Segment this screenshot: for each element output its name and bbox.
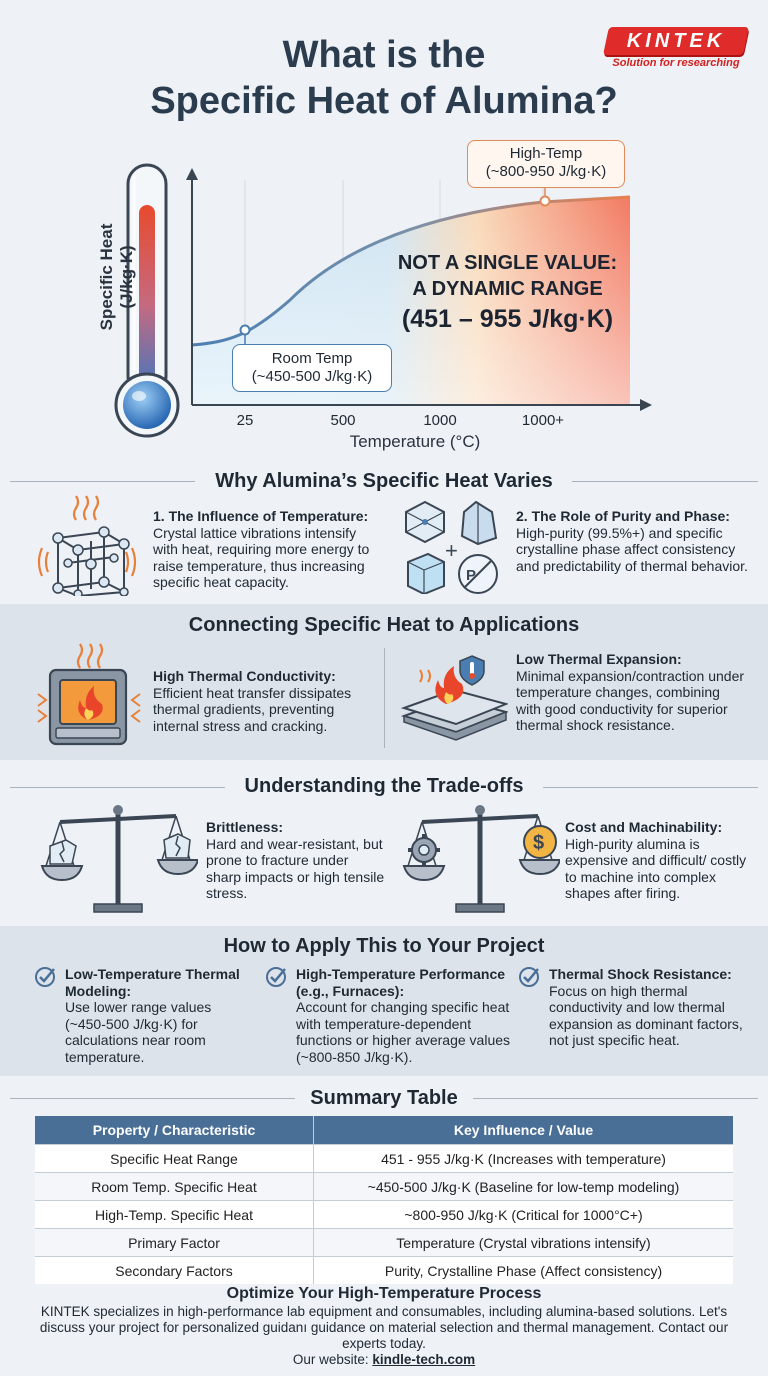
headline-line-2: A DYNAMIC RANGE [412,278,603,300]
crystal-lattice-icon [34,492,146,596]
check-icon [34,966,56,988]
purity-phase-icon [400,498,510,594]
check-icon [518,966,540,988]
apply-item-shock [549,966,749,1049]
table-row [35,1229,733,1257]
high-temp-point [541,197,550,206]
summary-col-value: Key Influence / Value [314,1116,734,1145]
check-icon [265,966,287,988]
room-temp-callout [232,344,392,392]
table-cell-value: Purity, Crystalline Phase (Affect consistency) [314,1257,734,1285]
table-cell-value: ~450-500 J/kg·K (Baseline for low-temp modeling) [314,1173,734,1201]
table-row [35,1173,733,1201]
kintek-logo-text: KINTEK [626,30,726,52]
high-temp-value: (~800-950 J/kg·K) [485,163,607,180]
table-row [35,1145,733,1173]
apply-item-high-temp-body: Account for changing specific heat with temperature-dependent functions or higher average values (~800-850 J/kg·K). [296,999,511,1065]
tradeoff-brittleness-title: Brittleness: [206,819,284,835]
apply-item-low-temp-body: Use lower range values (~450-500 J/kg·K) for calculations near room temperature. [65,999,212,1065]
why-item-temperature-body: Crystal lattice vibrations intensify with heat, requiring more energy to raise temperature, thus increasing specific heat capacity. [153,524,370,590]
why-varies-heading: Why Alumina’s Specific Heat Varies [215,470,553,492]
tradeoff-cost [565,819,755,902]
app-item-conductivity [153,668,378,734]
apply-item-high-temp [296,966,518,1065]
applications-heading: Connecting Specific Heat to Applications [188,614,580,636]
apply-item-shock-body: Focus on high thermal conductivity and low thermal expansion as dominant factors, not just specific heat. [549,982,743,1048]
applications-divider [384,648,385,748]
y-axis-label: Specific Heat (J/kg·K) [97,223,136,331]
x-tick-label: 25 [236,412,254,429]
table-cell-property: Room Temp. Specific Heat [35,1173,314,1201]
table-cell-value: Temperature (Crystal vibrations intensify) [314,1229,734,1257]
table-cell-property: Specific Heat Range [35,1145,314,1173]
why-item-temperature-title: 1. The Influence of Temperature: [153,508,369,524]
svg-text:P: P [466,567,477,584]
table-cell-value: ~800-950 J/kg·K (Critical for 1000°C+) [314,1201,734,1229]
app-item-conductivity-title: High Thermal Conductivity: [153,668,336,684]
kintek-tagline: Solution for researching [612,57,740,69]
brittleness-scale-icon [38,800,198,918]
room-temp-label: Room Temp [271,350,353,367]
x-axis-label: Temperature (°C) [349,432,481,451]
app-item-expansion-title: Low Thermal Expansion: [516,651,682,667]
table-cell-value: 451 - 955 J/kg·K (Increases with temperature) [314,1145,734,1173]
table-cell-property: High-Temp. Specific Heat [35,1201,314,1229]
title-line-1: What is the [282,34,486,76]
dynamic-range-headline [370,250,645,332]
svg-text:$: $ [533,832,545,854]
room-temp-point [241,326,250,335]
x-tick-label: 500 [330,412,356,429]
apply-item-shock-title: Thermal Shock Resistance: [549,966,732,982]
tradeoffs-heading: Understanding the Trade-offs [244,775,524,797]
apply-item-high-temp-title: High-Temperature Performance (e.g., Furnaces): [296,966,506,999]
apply-item-low-temp-title: Low-Temperature Thermal Modeling: [65,966,240,999]
app-item-conductivity-body: Efficient heat transfer dissipates thermal gradients, preventing internal stress and cracking. [153,684,352,734]
tradeoff-brittleness-body: Hard and wear-resistant, but prone to fracture under sharp impacts or high tensile stress. [206,835,385,901]
table-cell-property: Secondary Factors [35,1257,314,1285]
x-tick-label: 1000+ [521,412,565,429]
table-cell-property: Primary Factor [35,1229,314,1257]
why-item-purity-title: 2. The Role of Purity and Phase: [516,508,730,524]
cost-scale-icon [400,800,560,918]
apply-item-low-temp [65,966,255,1065]
room-temp-value: (~450-500 J/kg·K) [251,368,373,385]
app-item-expansion [516,651,748,734]
headline-range: (451 – 955 J/kg·K) [401,305,614,333]
headline-line-1: NOT A SINGLE VALUE: [397,252,618,274]
table-row [35,1257,733,1285]
footer-website-line [0,1352,768,1367]
why-item-purity [516,508,748,574]
footer-heading: Optimize Your High-Temperature Process [226,1285,542,1302]
x-axis-arrow [640,399,652,411]
website-link[interactable]: kindle-tech.com [372,1352,476,1367]
high-temp-callout [467,140,625,188]
tradeoff-cost-body: High-purity alumina is expensive and difficult/ costly to machine into complex shapes after firing. [565,835,747,901]
why-item-purity-body: High-purity (99.5%+) and specific crystalline phase affect consistency and predictability of thermal behavior. [516,524,748,574]
bulb-highlight [132,391,146,401]
table-row [35,1201,733,1229]
why-item-temperature [153,508,378,591]
title-line-2: Specific Heat of Alumina? [150,80,618,122]
tradeoff-cost-title: Cost and Machinability: [565,819,723,835]
tradeoff-brittleness [206,819,386,902]
summary-heading: Summary Table [310,1087,458,1109]
apply-heading: How to Apply This to Your Project [223,935,545,957]
footer-body: KINTEK specializes in high-performance lab equipment and consumables, including alumina-based solutions. Let's discuss your project for personalized guidanı guidance on material selection and thermal management. Contact our experts today. [39,1304,729,1351]
x-tick-label: 1000 [423,412,457,429]
furnace-icon [34,640,144,750]
svg-text:+: + [445,538,458,563]
summary-header-row [35,1116,733,1145]
y-axis-arrow [186,168,198,180]
app-item-expansion-body: Minimal expansion/contraction under temperature changes, combining with good conductivity for superior thermal shock resistance. [516,667,745,733]
ceramic-plates-flame-icon [400,652,508,744]
thermometer-bulb [123,381,171,429]
summary-table [35,1116,733,1284]
footer-website-prefix: Our website: [292,1352,373,1367]
summary-col-property: Property / Characteristic [35,1116,314,1145]
high-temp-label: High-Temp [509,145,583,162]
